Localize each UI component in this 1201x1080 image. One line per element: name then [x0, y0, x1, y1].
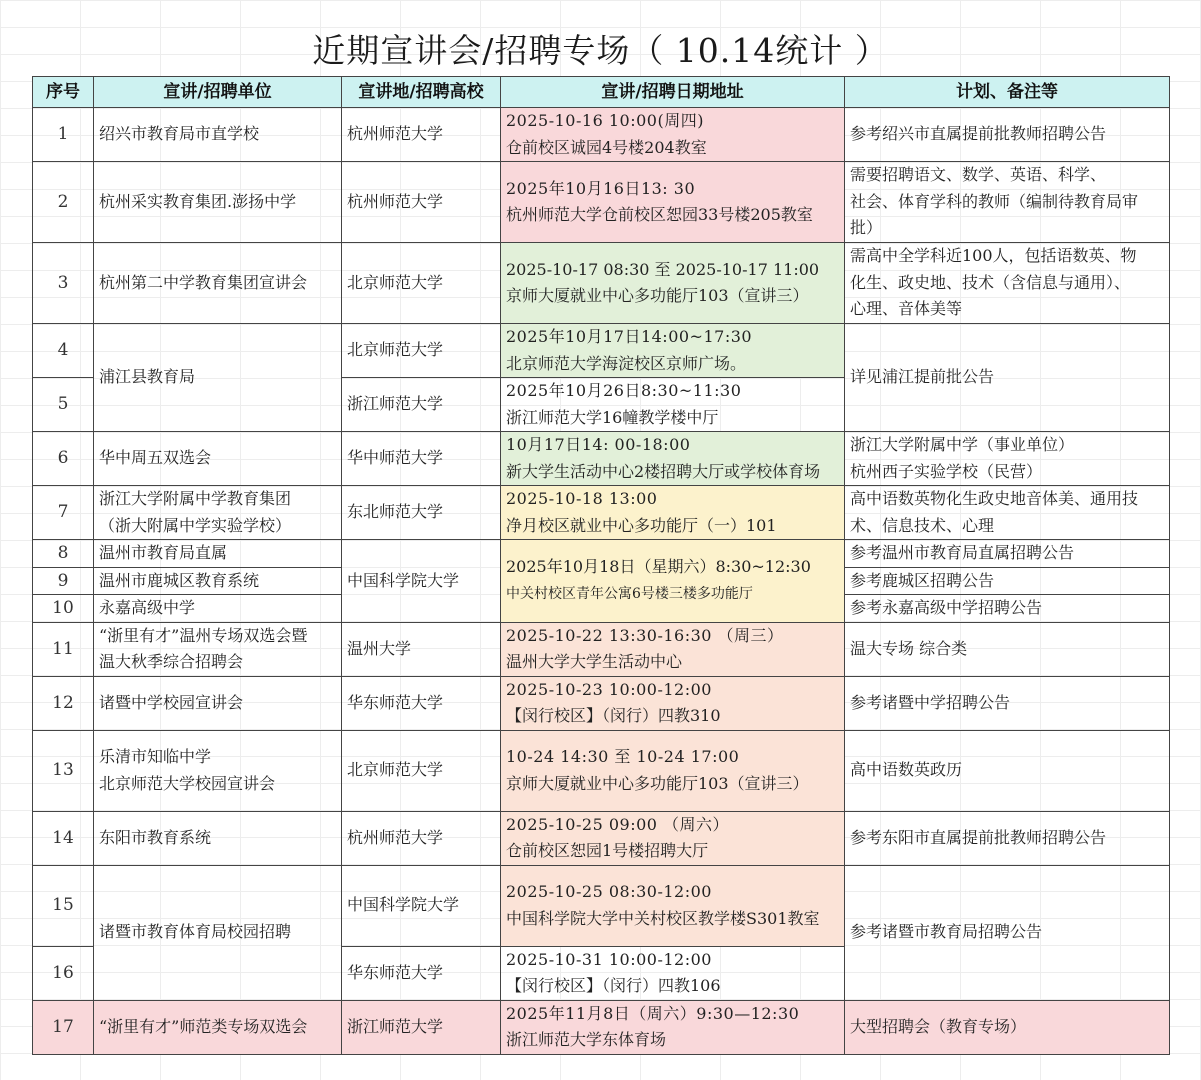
row-school: 北京师范大学	[342, 243, 501, 324]
row-unit: 浦江县教育局	[94, 324, 342, 432]
row-school: 中国科学院大学	[342, 865, 501, 946]
row-note: 参考永嘉高级中学招聘公告	[845, 595, 1170, 623]
page-title: 近期宣讲会/招聘专场（ 10.14统计 ）	[312, 31, 889, 70]
date-time: 2025年10月17日14:00~17:30	[506, 327, 753, 346]
header-date: 宣讲/招聘日期地址	[501, 77, 845, 108]
unit-line: （浙大附属中学实验学校）	[99, 515, 292, 535]
row-note: 参考诸暨市教育局招聘公告	[845, 865, 1170, 1000]
note-line: 化生、政史地、技术（含信息与通用）、	[850, 272, 1131, 292]
row-unit: 杭州第二中学教育集团宣讲会	[94, 243, 342, 324]
date-place: 京师大厦就业中心多功能厅103（宣讲三）	[506, 286, 809, 305]
row-num: 7	[33, 486, 94, 540]
unit-line: 乐清市知临中学	[99, 747, 212, 766]
date-time: 2025年10月16日13: 30	[506, 178, 696, 198]
row-school: 华东师范大学	[342, 946, 501, 1000]
date-time: 2025年10月26日8:30~11:30	[506, 381, 742, 400]
table-row	[33, 108, 1170, 162]
date-place: 仓前校区恕园1号楼招聘大厅	[506, 841, 709, 860]
row-num: 16	[33, 946, 94, 1000]
date-place: 北京师范大学海淀校区京师广场。	[506, 353, 747, 373]
row-num: 2	[33, 162, 94, 243]
note-line: 社会、体育学科的教师（编制待教育局审	[850, 191, 1139, 211]
unit-line: 浙江大学附属中学教育集团	[99, 489, 292, 508]
row-date	[501, 730, 845, 811]
row-note: 参考鹿城区招聘公告	[845, 567, 1170, 595]
row-unit: 诸暨市教育体育局校园招聘	[94, 865, 342, 1000]
row-unit: 东阳市教育系统	[94, 811, 342, 865]
schedule-table	[32, 76, 1170, 1055]
table-row	[33, 865, 1170, 946]
row-num: 11	[33, 622, 94, 676]
row-unit	[94, 622, 342, 676]
row-note: 详见浦江提前批公告	[845, 324, 1170, 432]
date-place: 杭州师范大学仓前校区恕园33号楼205教室	[506, 205, 813, 224]
date-place: 中国科学院大学中关村校区教学楼S301教室	[506, 908, 820, 928]
note-line: 批）	[850, 218, 883, 238]
header-row	[33, 77, 1170, 108]
row-date	[501, 622, 845, 676]
row-unit: 温州市鹿城区教育系统	[94, 567, 342, 595]
table-row	[33, 676, 1170, 730]
date-time: 2025-10-31 10:00-12:00	[506, 949, 712, 969]
date-place: 仓前校区诚园4号楼204教室	[506, 137, 707, 157]
row-date	[501, 1000, 845, 1054]
date-time: 2025年10月18日（星期六）8:30~12:30	[506, 557, 811, 577]
row-num: 4	[33, 324, 94, 378]
date-time: 2025-10-22 13:30-16:30 （周三）	[506, 625, 784, 645]
row-unit	[94, 730, 342, 811]
row-date	[501, 540, 845, 623]
row-num: 17	[33, 1000, 94, 1054]
row-school: 杭州师范大学	[342, 162, 501, 243]
table-row	[33, 622, 1170, 676]
row-school: 华东师范大学	[342, 676, 501, 730]
row-num: 9	[33, 567, 94, 595]
row-note	[845, 162, 1170, 243]
row-date	[501, 162, 845, 243]
row-note	[845, 486, 1170, 540]
row-num: 12	[33, 676, 94, 730]
row-num: 5	[33, 378, 94, 432]
row-unit: 永嘉高级中学	[94, 595, 342, 623]
row-date	[501, 865, 845, 946]
header-school: 宣讲地/招聘高校	[342, 77, 501, 108]
row-school: 浙江师范大学	[342, 1000, 501, 1054]
row-num: 14	[33, 811, 94, 865]
date-time: 2025-10-16 10:00(周四)	[506, 111, 704, 130]
date-time: 2025-10-25 09:00 （周六）	[506, 814, 730, 834]
date-place: 浙江师范大学16幢教学楼中厅	[506, 407, 719, 427]
date-place: 浙江师范大学东体育场	[506, 1030, 667, 1049]
date-time: 2025-10-23 10:00-12:00	[506, 679, 712, 699]
note-line: 心理、音体美等	[850, 299, 963, 319]
row-date	[501, 432, 845, 486]
row-note: 温大专场 综合类	[845, 622, 1170, 676]
row-school: 温州大学	[342, 622, 501, 676]
note-line: 杭州西子实验学校（民营）	[850, 461, 1043, 481]
row-num: 1	[33, 108, 94, 162]
unit-line: 温大秋季综合招聘会	[99, 652, 244, 671]
row-unit: 杭州采实教育集团.澎扬中学	[94, 162, 342, 243]
row-unit: 华中周五双选会	[94, 432, 342, 486]
header-num: 序号	[33, 77, 94, 108]
row-num: 15	[33, 865, 94, 946]
note-line: 需高中全学科近100人，包括语数英、物	[850, 246, 1137, 266]
date-time: 2025-10-25 08:30-12:00	[506, 882, 712, 901]
row-school: 杭州师范大学	[342, 811, 501, 865]
row-school: 北京师范大学	[342, 730, 501, 811]
date-time: 2025-10-17 08:30 至 2025-10-17 11:00	[506, 259, 820, 279]
unit-line: 北京师范大学校园宣讲会	[99, 773, 276, 793]
unit-line: “浙里有才”温州专场双选会暨	[99, 625, 308, 645]
row-date	[501, 378, 845, 432]
row-num: 13	[33, 730, 94, 811]
row-note: 参考诸暨中学招聘公告	[845, 676, 1170, 730]
date-place: 新大学生活动中心2楼招聘大厅或学校体育场	[506, 461, 821, 481]
date-time: 2025-10-18 13:00	[506, 489, 658, 508]
table-row	[33, 324, 1170, 378]
row-school: 华中师范大学	[342, 432, 501, 486]
row-school: 浙江师范大学	[342, 378, 501, 432]
row-num: 10	[33, 595, 94, 623]
table-row	[33, 540, 1170, 568]
table-row	[33, 162, 1170, 243]
row-unit: 温州市教育局直属	[94, 540, 342, 568]
date-place: 京师大厦就业中心多功能厅103（宣讲三）	[506, 773, 809, 793]
row-num: 3	[33, 243, 94, 324]
row-date	[501, 946, 845, 1000]
table-row	[33, 243, 1170, 324]
row-note	[845, 243, 1170, 324]
row-note: 高中语数英政历	[845, 730, 1170, 811]
table-row	[33, 486, 1170, 540]
row-note: 参考东阳市直属提前批教师招聘公告	[845, 811, 1170, 865]
row-unit: “浙里有才”师范类专场双选会	[94, 1000, 342, 1054]
date-time: 10月17日14: 00-18:00	[506, 435, 691, 454]
note-line: 浙江大学附属中学（事业单位）	[850, 435, 1075, 454]
row-note: 大型招聘会（教育专场）	[845, 1000, 1170, 1054]
note-line: 高中语数英物化生政史地音体美、通用技	[850, 489, 1139, 508]
row-num: 6	[33, 432, 94, 486]
row-date	[501, 243, 845, 324]
table-row	[33, 730, 1170, 811]
row-date	[501, 811, 845, 865]
row-note: 参考绍兴市直属提前批教师招聘公告	[845, 108, 1170, 162]
header-unit: 宣讲/招聘单位	[94, 77, 342, 108]
row-school: 东北师范大学	[342, 486, 501, 540]
row-unit	[94, 486, 342, 540]
row-school: 北京师范大学	[342, 324, 501, 378]
row-school: 中国科学院大学	[342, 540, 501, 623]
table-row	[33, 1000, 1170, 1054]
date-place: 温州大学大学生活动中心	[506, 652, 683, 671]
row-num: 8	[33, 540, 94, 568]
header-note: 计划、备注等	[845, 77, 1170, 108]
date-time: 2025年11月8日（周六）9:30—12:30	[506, 1003, 800, 1023]
table-row	[33, 811, 1170, 865]
row-unit: 绍兴市教育局市直学校	[94, 108, 342, 162]
row-unit: 诸暨中学校园宣讲会	[94, 676, 342, 730]
row-date	[501, 676, 845, 730]
date-place: 中关村校区青年公寓6号楼三楼多功能厅	[506, 585, 753, 602]
table-row	[33, 432, 1170, 486]
row-date	[501, 486, 845, 540]
note-line: 需要招聘语文、数学、英语、科学、	[850, 165, 1107, 185]
date-place: 【闵行校区】（闵行）四教310	[506, 706, 721, 725]
row-date	[501, 324, 845, 378]
date-place: 净月校区就业中心多功能厅（一）101	[506, 515, 777, 535]
date-place: 【闵行校区】（闵行）四教106	[506, 976, 721, 995]
row-note: 参考温州市教育局直属招聘公告	[845, 540, 1170, 568]
note-line: 术、信息技术、心理	[850, 515, 995, 535]
date-time: 10-24 14:30 至 10-24 17:00	[506, 747, 740, 766]
row-note	[845, 432, 1170, 486]
row-school: 杭州师范大学	[342, 108, 501, 162]
row-date	[501, 108, 845, 162]
